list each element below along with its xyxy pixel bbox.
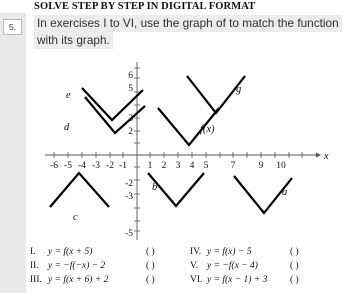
option-expr-iii: y = f(x + 6) + 2 xyxy=(48,275,109,285)
x-tick-label: -5 xyxy=(64,161,72,171)
y-tick-label: 5 xyxy=(128,84,133,94)
x-tick-label: -4 xyxy=(78,161,86,171)
option-blank-ii[interactable]: ( ) xyxy=(146,261,155,271)
option-numeral-i: I. xyxy=(30,247,36,257)
question-number: 5. xyxy=(3,19,22,35)
curve-label-g: g xyxy=(236,84,242,95)
y-tick-label: 6 xyxy=(128,71,133,81)
x-tick-label: 4 xyxy=(189,161,195,171)
curve-label-d: d xyxy=(64,122,70,133)
x-tick-label: 5 xyxy=(203,161,209,171)
option-expr-vi: y = f(x − 1) + 3 xyxy=(207,275,268,285)
y-tick-label: -2 xyxy=(125,179,133,189)
option-expr-iv: y = f(x) − 5 xyxy=(207,247,252,257)
curve-label-c: c xyxy=(73,212,78,223)
x-tick-label: 2 xyxy=(161,161,167,171)
option-expr-ii: y = −f(−x) − 2 xyxy=(48,261,106,271)
option-numeral-iv: IV. xyxy=(190,247,202,257)
x-tick-label: 7 xyxy=(230,161,236,171)
x-tick-label: -2 xyxy=(106,161,114,171)
option-numeral-ii: II. xyxy=(30,261,39,271)
option-blank-iii[interactable]: ( ) xyxy=(146,275,155,285)
option-numeral-v: V. xyxy=(190,261,199,271)
option-expr-v: y = −f(x − 4) xyxy=(207,261,258,271)
y-tick-label: -5 xyxy=(125,229,133,239)
y-tick-label: 2 xyxy=(128,127,133,137)
x-axis-label: x xyxy=(324,151,329,162)
page-header-title: SOLVE STEP BY STEP IN DIGITAL FORMAT xyxy=(34,1,256,12)
option-numeral-iii: III. xyxy=(30,275,42,285)
x-tick-label: -3 xyxy=(92,161,100,171)
curve-label-a: a xyxy=(282,187,288,198)
x-axis-arrow xyxy=(316,153,321,158)
y-tick-label: 3 xyxy=(128,114,133,124)
x-tick-label: 3 xyxy=(175,161,181,171)
option-blank-v[interactable]: ( ) xyxy=(290,261,299,271)
x-tick-label: 10 xyxy=(276,161,286,171)
curve-c xyxy=(50,173,109,207)
y-tick-label: -3 xyxy=(125,192,133,202)
x-tick-label: -6 xyxy=(50,161,58,171)
curve-label-f: f(x) xyxy=(200,124,215,135)
option-blank-vi[interactable]: ( ) xyxy=(290,275,299,285)
option-numeral-vi: VI. xyxy=(190,275,203,285)
x-tick-label: 1 xyxy=(147,161,153,171)
x-tick-label: 9 xyxy=(258,161,264,171)
curve-label-b: b xyxy=(152,182,158,193)
curve-label-e: e xyxy=(66,90,71,101)
option-expr-i: y = f(x + 5) xyxy=(48,247,93,257)
x-tick-label: -1 xyxy=(119,161,127,171)
question-prompt-text: In exercises I to VI, use the graph of to match the function with its graph. xyxy=(34,15,342,49)
option-blank-iv[interactable]: ( ) xyxy=(290,247,299,257)
option-blank-i[interactable]: ( ) xyxy=(146,247,155,257)
